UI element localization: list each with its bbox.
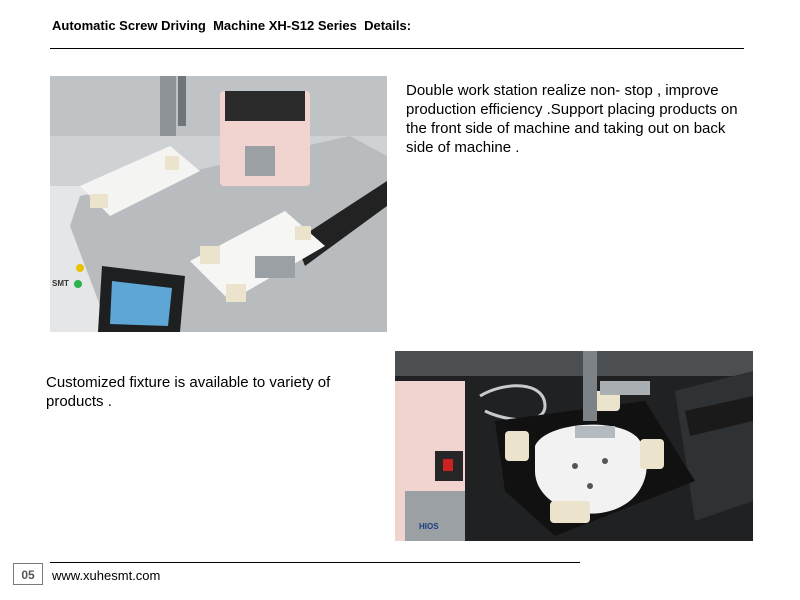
machine-photo-double-station	[50, 76, 387, 332]
machine-label-smt: SMT	[52, 279, 69, 288]
footer-divider	[50, 562, 580, 563]
double-station-description: Double work station realize non- stop , improve production efficiency .Support placing products on the front side of machine and taking out on back side of machine .	[406, 82, 738, 156]
machine-photo-custom-fixture	[395, 351, 753, 541]
fixture-description: Customized fixture is available to variety of products .	[46, 374, 331, 410]
website-link[interactable]: www.xuhesmt.com	[52, 568, 161, 583]
page-number: 05	[13, 563, 43, 585]
header-divider	[50, 48, 744, 49]
page-title: Automatic Screw Driving Machine XH-S12 Series Details:	[52, 18, 412, 33]
machine-label-hios: HIOS	[419, 522, 439, 531]
